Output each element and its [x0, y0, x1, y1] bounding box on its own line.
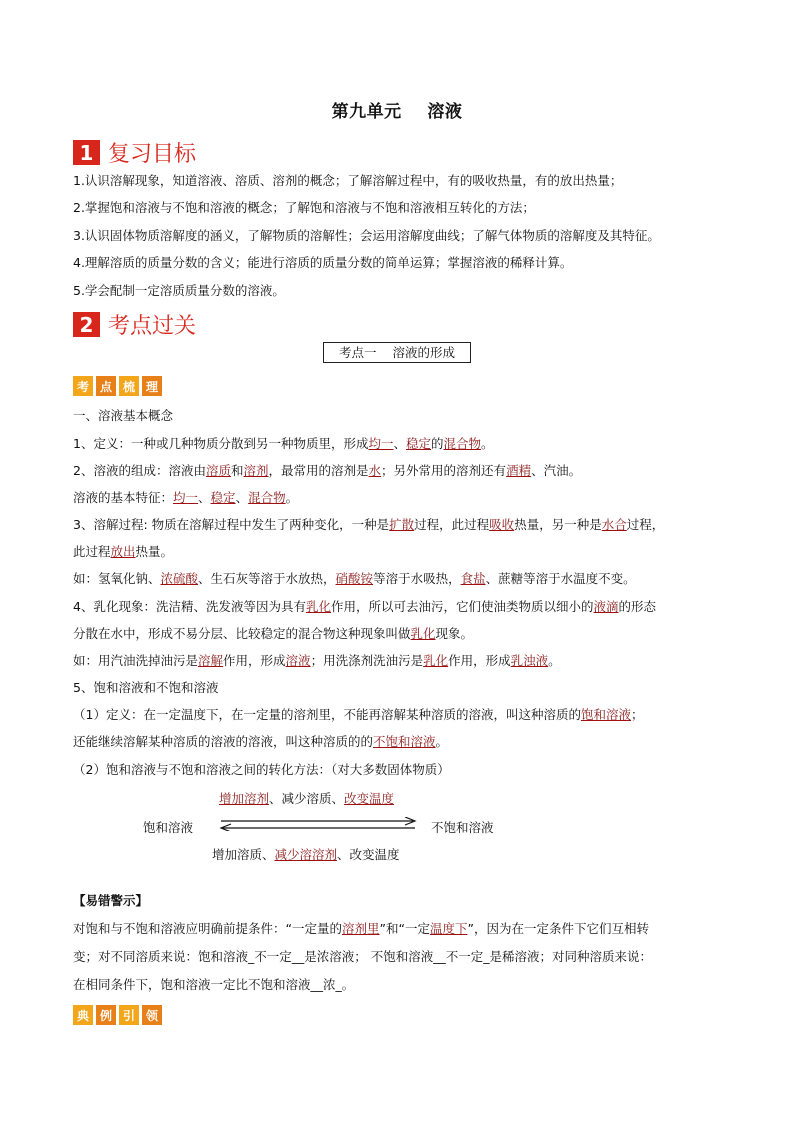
answer-blank: 水合: [601, 517, 627, 532]
tag-char: 考: [73, 376, 93, 396]
answer-blank: 液滴: [593, 599, 619, 614]
kaodian-title-box: 考点一 溶液的形成: [323, 342, 471, 363]
text: 、: [235, 490, 249, 505]
text: 、蔗糖等溶于水温度不变。: [485, 571, 636, 586]
answer-blank: 扩散: [389, 517, 415, 532]
text-line-definition: [73, 436, 494, 452]
double-arrow-icon: [217, 817, 419, 831]
text: 如：用汽油洗掉油污是: [73, 653, 199, 668]
answer-blank: 乳化: [305, 599, 331, 614]
answer-blank: 不饱和溶液: [373, 734, 436, 749]
text: 、改变温度: [337, 847, 400, 862]
text: 作用，形成: [448, 653, 511, 668]
text: 等溶于水吸热，: [373, 571, 461, 586]
text-line-emulsification-cont: [73, 626, 473, 642]
text: （1）定义：在一定温度下，在一定量的溶剂里，不能再溶解某种溶质的溶液，叫这种溶质的: [73, 707, 581, 722]
text: 2、溶液的组成：溶液由: [73, 463, 206, 478]
text: 分散在水中，形成不易分层、比较稳定的混合物这种现象叫做: [73, 626, 411, 641]
text: 、: [198, 490, 211, 505]
text: ；: [630, 707, 644, 722]
answer-blank: 酒精: [506, 463, 532, 478]
tag-char: 点: [96, 376, 116, 396]
goal-item-3: 3.认识固体物质溶解度的涵义，了解物质的溶解性；会运用溶解度曲线；了解气体物质的溶解度及其特征。: [73, 228, 660, 243]
answer-blank: 乳化: [423, 653, 449, 668]
heading-basic-concepts: 一、溶液基本概念: [73, 408, 174, 423]
answer-blank: 水: [368, 463, 382, 478]
answer-blank: 浓硫酸: [160, 571, 199, 586]
text: 如：氢氧化钠、: [73, 571, 161, 586]
text: 热量，另一种是: [514, 517, 602, 532]
answer-blank: 溶质: [205, 463, 231, 478]
text: 的: [431, 436, 444, 451]
answer-blank: 溶解: [198, 653, 224, 668]
section-number-badge: 2: [73, 312, 100, 337]
answer-blank: 放出: [110, 544, 136, 559]
answer-blank: 稳定: [406, 436, 432, 451]
text: 溶液的基本特征：: [73, 490, 174, 505]
text: 此过程: [73, 544, 111, 559]
heading-saturated: 5、饱和溶液和不饱和溶液: [73, 680, 219, 695]
text-line-dissolution-cont: [73, 544, 173, 560]
text: 、生石灰等溶于水放热，: [198, 571, 336, 586]
warning-line-1: [73, 921, 649, 937]
tag-row-dianli-yinling: [73, 1005, 162, 1025]
text: 1、定义：一种或几种物质分散到另一种物质里，形成: [73, 436, 369, 451]
answer-blank: 增加溶剂: [219, 791, 270, 806]
text: 。: [548, 653, 561, 668]
goal-item-5: 5.学会配制一定溶质质量分数的溶液。: [73, 283, 285, 298]
section-header-review-goals: [73, 137, 196, 168]
text: 、: [393, 436, 406, 451]
tag-row-kaodian-shuli: [73, 376, 162, 396]
diagram-left-label: 饱和溶液: [143, 820, 194, 835]
text: 、汽油。: [531, 463, 582, 478]
text-line-saturated-def: [73, 707, 644, 723]
text: 作用，所以可去油污，它们使油类物质以细小的: [330, 599, 594, 614]
answer-blank: 溶剂里: [341, 921, 380, 936]
page-title: 第九单元 溶液: [331, 102, 463, 122]
answer-blank: 温度下: [429, 921, 468, 936]
text: 、减少溶质、: [269, 791, 345, 806]
section-header-key-points: [73, 309, 196, 340]
text-line-examples-heat: [73, 571, 636, 587]
tag-char: 典: [73, 1005, 93, 1025]
answer-blank: 乳浊液: [510, 653, 549, 668]
text: 现象。: [435, 626, 474, 641]
text: 和: [230, 463, 244, 478]
tag-char: 引: [119, 1005, 139, 1025]
answer-blank: 乳化: [410, 626, 436, 641]
answer-blank: 均一: [173, 490, 199, 505]
section-title: 复习目标: [108, 142, 197, 167]
text: ”和“一定: [379, 921, 430, 936]
goal-item-4: 4.理解溶质的质量分数的含义；能进行溶质的质量分数的简单运算；掌握溶液的稀释计算。: [73, 255, 573, 270]
answer-blank: 混合物: [443, 436, 482, 451]
warning-title: 【易错警示】: [73, 893, 149, 908]
goal-item-1: 1.认识溶解现象，知道溶液、溶质、溶剂的概念；了解溶解过程中，有的吸收热量，有的放出热量；: [73, 173, 623, 188]
text: 还能继续溶解某种溶质的溶液的溶液，叫这种溶质的的: [73, 734, 374, 749]
tag-char: 理: [142, 376, 162, 396]
text: ，最常用的溶剂是: [268, 463, 369, 478]
text: 。: [435, 734, 449, 749]
goal-item-2: 2.掌握饱和溶液与不饱和溶液的概念；了解饱和溶液与不饱和溶液相互转化的方法；: [73, 200, 535, 215]
answer-blank: 改变温度: [344, 791, 395, 806]
text: 3、溶解过程: 物质在溶解过程中发生了两种变化，一种是: [73, 517, 390, 532]
answer-blank: 稳定: [210, 490, 236, 505]
text-line-conversion: （2）饱和溶液与不饱和溶液之间的转化方法：（对大多数固体物质）: [73, 762, 450, 777]
text: 。: [481, 436, 494, 451]
text-line-composition: [73, 463, 581, 479]
text-line-examples-cleaning: [73, 653, 561, 669]
answer-blank: 饱和溶液: [580, 707, 631, 722]
answer-blank: 食盐: [460, 571, 486, 586]
diagram-top-label: [219, 789, 394, 807]
text: 的形态: [618, 599, 657, 614]
text: 增加溶质、: [212, 847, 275, 862]
text-line-unsaturated-def: [73, 734, 448, 750]
answer-blank: 溶液: [285, 653, 311, 668]
tag-char: 梳: [119, 376, 139, 396]
answer-blank: 溶剂: [243, 463, 269, 478]
text: 过程，此过程: [414, 517, 490, 532]
answer-blank: 均一: [368, 436, 394, 451]
warning-line-2: 变；对不同溶质来说：饱和溶液_不一定__是浓溶液； 不饱和溶液__不一定_是稀溶液；对同种溶质来说：: [73, 949, 652, 964]
text: ”，因为在一定条件下它们互相转: [467, 921, 649, 936]
text: 。: [285, 490, 299, 505]
text-line-emulsification: [73, 599, 656, 615]
diagram-bottom-label: [212, 845, 400, 863]
text: 过程，: [626, 517, 665, 532]
text-line-dissolution: [73, 517, 664, 533]
section-number-badge: 1: [73, 140, 100, 165]
text: ；用洗涤剂洗油污是: [310, 653, 424, 668]
answer-blank: 吸收: [489, 517, 515, 532]
text: 作用，形成: [223, 653, 286, 668]
answer-blank: 硝酸铵: [335, 571, 374, 586]
answer-blank: 减少溶溶剂: [274, 847, 338, 862]
text: 对饱和与不饱和溶液应明确前提条件：“一定量的: [73, 921, 342, 936]
text: ；另外常用的溶剂还有: [381, 463, 507, 478]
diagram-right-label: 不饱和溶液: [431, 820, 494, 835]
text: 热量。: [135, 544, 174, 559]
text: 4、乳化现象：洗洁精、洗发液等因为具有: [73, 599, 306, 614]
tag-char: 例: [96, 1005, 116, 1025]
tag-char: 领: [142, 1005, 162, 1025]
warning-line-3: 在相同条件下，饱和溶液一定比不饱和溶液__浓_。: [73, 977, 355, 992]
section-title: 考点过关: [108, 314, 197, 339]
answer-blank: 混合物: [248, 490, 286, 505]
text-line-features: [73, 490, 298, 506]
